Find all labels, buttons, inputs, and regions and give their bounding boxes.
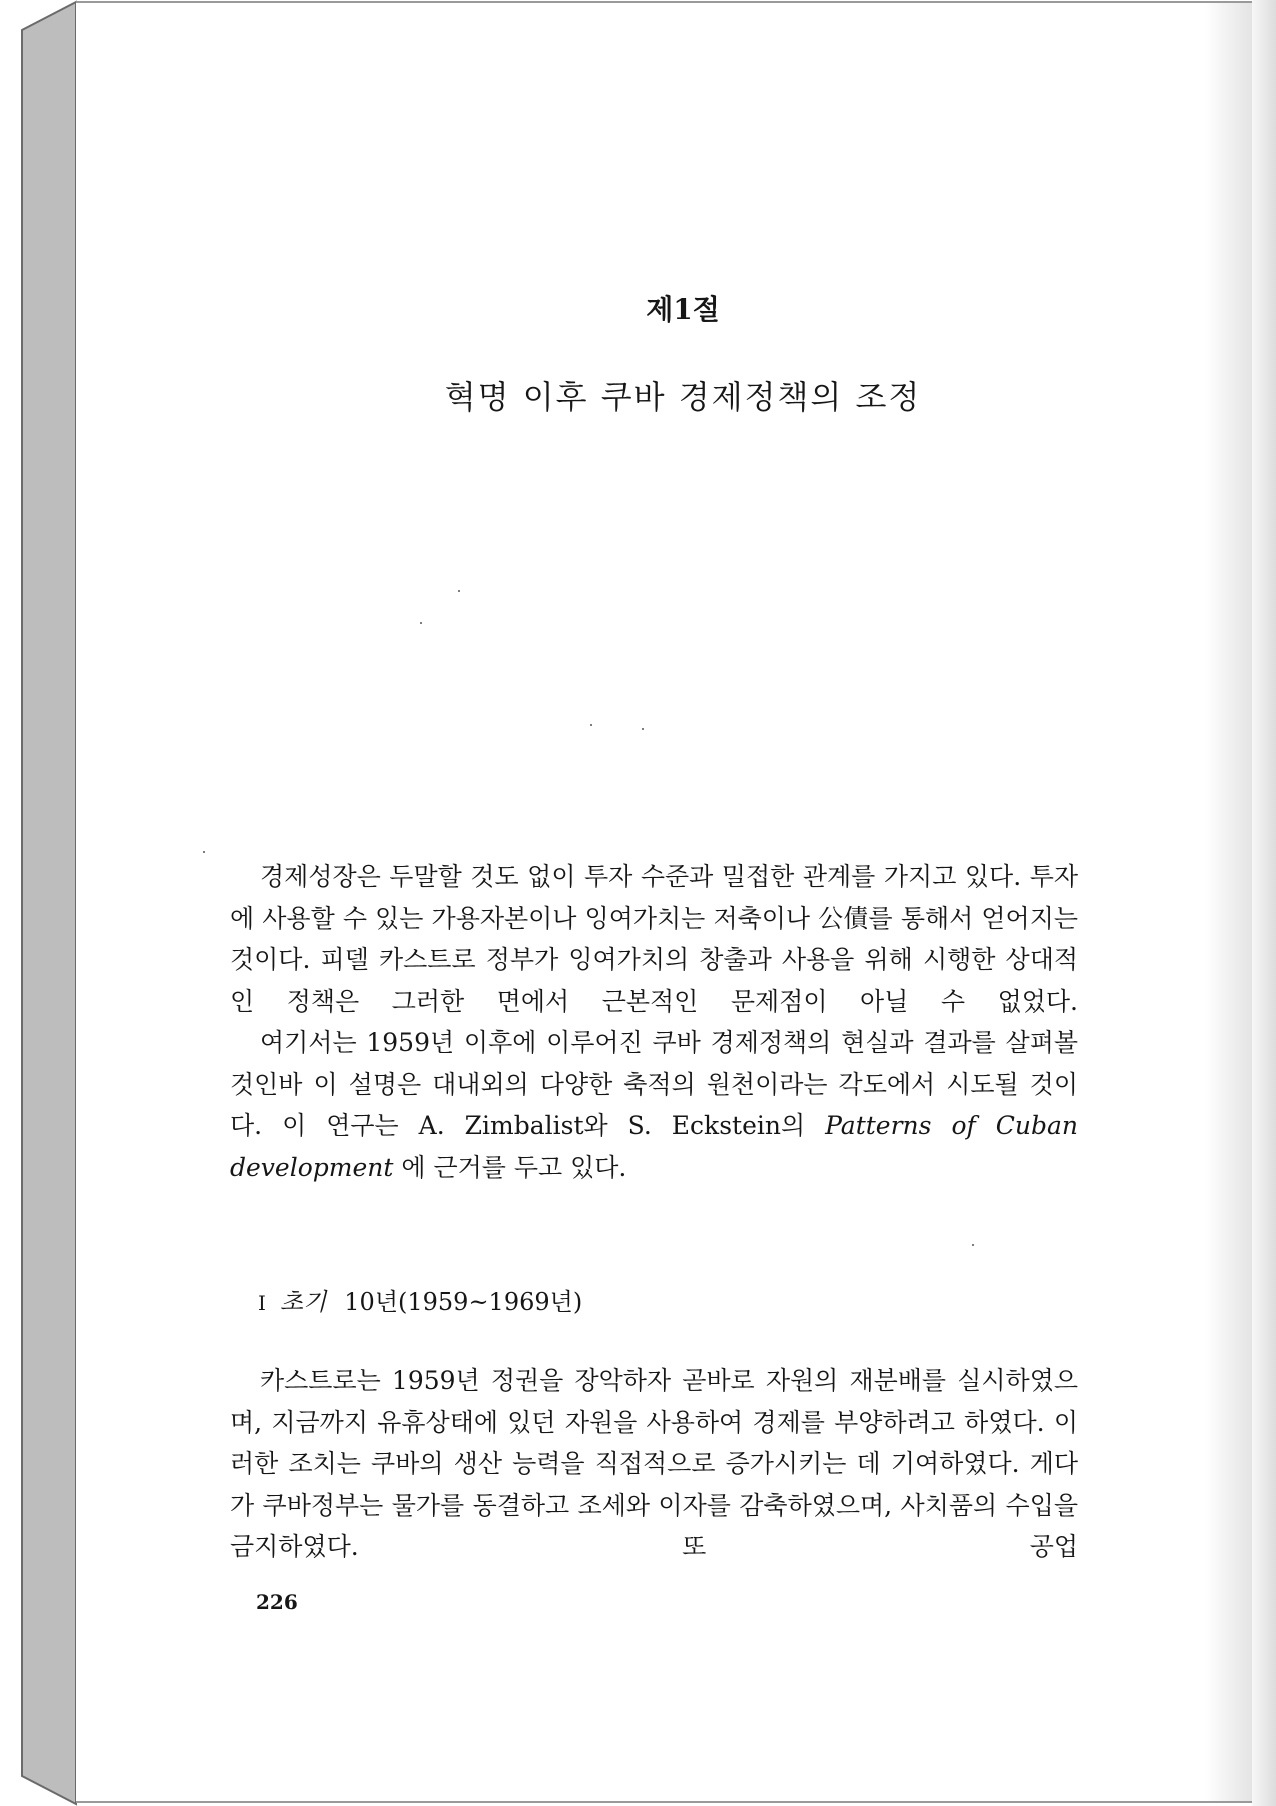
body-text — [230, 1360, 1078, 1568]
subsection-heading — [258, 1282, 582, 1317]
intro-text — [230, 856, 1078, 1188]
intro-paragraph-2-text: 여기서는 1959년 이후에 이루어진 쿠바 경제정책의 현실과 결과를 살펴볼 것인바 이 설명은 대내외의 다양한 축적의 원천이라는 각도에서 시도될 것이다. 이 연구는 A. Zimbalist와 S. Eckstein의 — [230, 1028, 1078, 1140]
subsection-period: 10년(1959~1969년) — [344, 1288, 583, 1316]
subsection-number: I — [258, 1291, 266, 1315]
intro-paragraph-2-tail: 에 근거를 두고 있다. — [401, 1152, 627, 1182]
body-paragraph: 카스트로는 1959년 정권을 장악하자 곧바로 자원의 재분배를 실시하였으며, 지금까지 유휴상태에 있던 자원을 사용하여 경제를 부양하려고 하였다. 이러한 조치는 쿠바의 생산 능력을 직접적으로 증가시키는 데 기여하였다. 게다가 쿠바정부는 물가를 동결하고 조세와 이자를 감축하였으며, 사치품의 수입을 금지하였다. 또 공업 — [230, 1366, 1078, 1561]
intro-paragraph-2 — [230, 1022, 1078, 1188]
page-edge-shadow — [1252, 0, 1276, 1806]
page-number: 226 — [256, 1590, 298, 1614]
subsection-keyword: 초기 — [279, 1288, 327, 1316]
intro-paragraph-1: 경제성장은 두말할 것도 없이 투자 수준과 밀접한 관계를 가지고 있다. 투자에 사용할 수 있는 가용자본이나 잉여가치는 저축이나 公債를 통해서 얻어지는 것이다. 피델 카스트로 정부가 잉여가치의 창출과 사용을 위해 시행한 상대적인 정책은 그러한 면에서 근본적인 문제점이 아닐 수 없었다. — [230, 862, 1078, 1016]
section-title: 혁명 이후 쿠바 경제정책의 조정 — [444, 378, 922, 416]
section-number: 제1절 — [646, 293, 720, 326]
book-title: Patterns of Cuban development — [230, 1111, 1078, 1182]
